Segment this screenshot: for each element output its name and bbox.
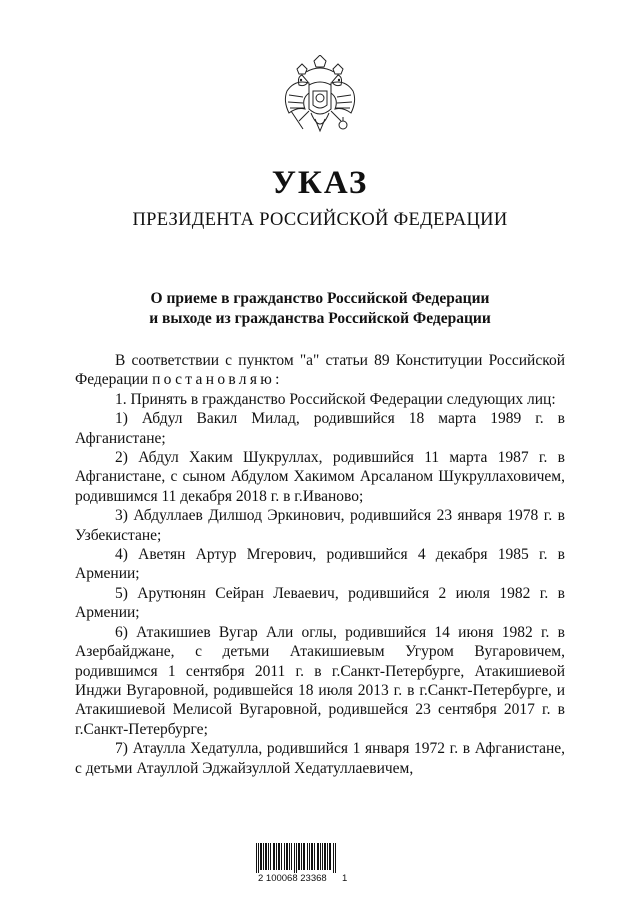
document-title: УКАЗ [271, 165, 369, 201]
list-item: 7) Атаулла Хедатулла, родившийся 1 января 1972 г. в Афганистане, с детьми Атауллой Эджайзуллой Хедатуллаевичем, [75, 740, 565, 777]
barcode-number: 2 100068 23368 [258, 873, 327, 884]
decree-heading-line-2: и выходе из гражданства Российской Федерации [149, 310, 491, 327]
list-item: 1) Абдул Вакил Милад, родившийся 18 марта 1989 г. в Афганистане; [75, 410, 565, 447]
list-item: 6) Атакишиев Вугар Али оглы, родившийся 14 июня 1982 г. в Азербайджане, с детьми Атакишиевым Угуром Вугаровичем, родившимся 1 сентября 2011 г. в г.Санкт-Петербурге, Атакишиевой Инджи Вугаровной, родившейся 18 июля 2013 г. в г.Санкт-Петербурге, и Атакишиевой Мелисой Вугаровной, родившейся 23 сентября 2017 г. в г.Санкт-Петербурге; [75, 623, 565, 738]
intro-colon: : [275, 371, 280, 389]
barcode-icon [256, 843, 338, 873]
document-barcode [250, 843, 390, 883]
decree-heading [0, 289, 640, 329]
decree-body [75, 351, 565, 778]
coat-of-arms-icon [275, 55, 365, 147]
paragraph-item-1: 1. Принять в гражданство Российской Федерации следующих лиц: [115, 390, 556, 408]
list-item: 3) Абдуллаев Дилшод Эркинович, родившийся 23 января 1978 г. в Узбекистане; [75, 507, 565, 544]
list-item: 5) Арутюнян Сейран Леваевич, родившийся 2 июля 1982 г. в Армении; [75, 584, 565, 622]
intro-paragraph [75, 351, 565, 390]
page-number: 1 [342, 873, 348, 884]
intro-spaced-word: постановляю [152, 371, 276, 389]
list-item: 2) Абдул Хаким Шукруллах, родившийся 11 марта 1987 г. в Афганистане, с сыном Абдулом Хакимом Арсаланом Шукруллаховичем, родившимся 11 декабря 2018 г. в г.Иваново; [75, 449, 565, 505]
intro-text: В соответствии с пунктом "а" статьи 89 Конституции Российской Федерации [75, 352, 565, 389]
list-item: 4) Аветян Артур Мгерович, родившийся 4 декабря 1985 г. в Армении; [75, 546, 565, 583]
decree-heading-line-1: О приеме в гражданство Российской Федерации [150, 290, 490, 307]
document-subtitle: ПРЕЗИДЕНТА РОССИЙСКОЙ ФЕДЕРАЦИИ [132, 210, 508, 230]
